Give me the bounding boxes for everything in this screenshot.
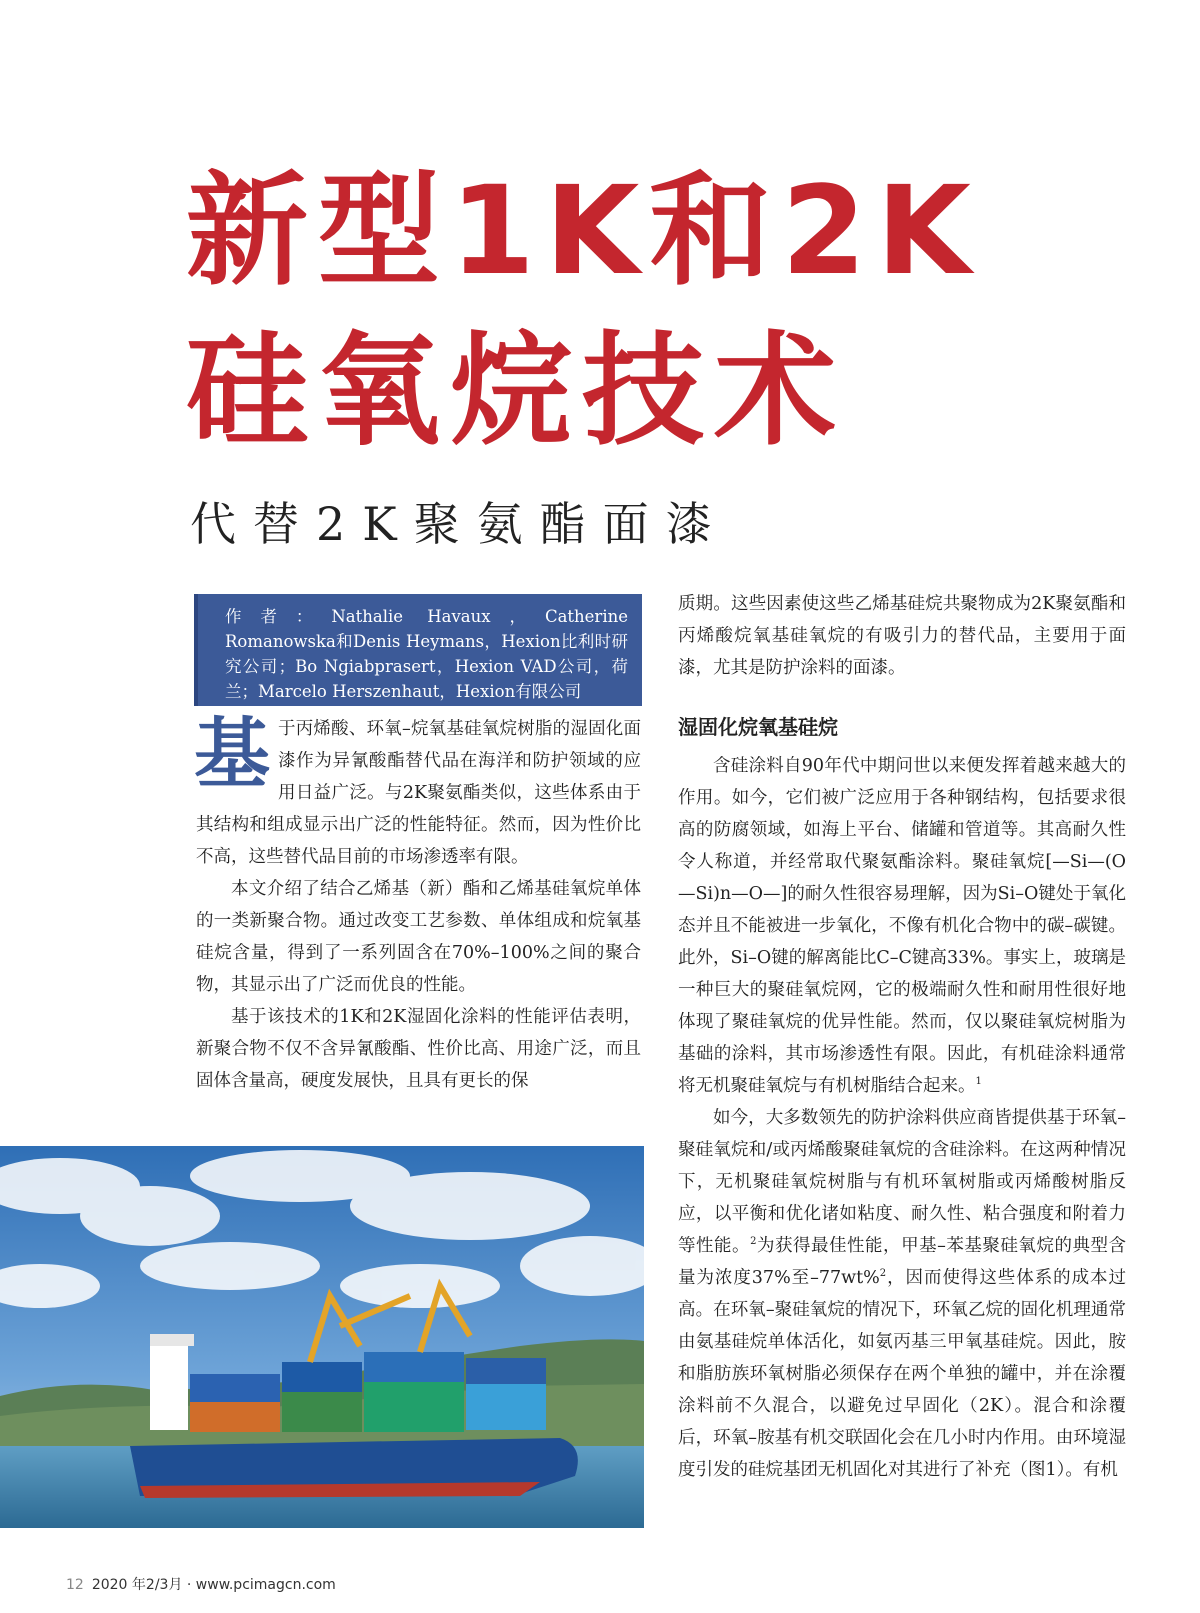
footer-text: 2020 年2/3月 · www.pcimagcn.com bbox=[91, 1577, 336, 1593]
drop-cap: 基 bbox=[194, 709, 270, 798]
right-column bbox=[678, 588, 1126, 1486]
intro-text: 于丙烯酸、环氧–烷氧基硅氧烷树脂的湿固化面漆作为异氰酸酯替代品在海洋和防护领域的应用日益广泛。与2K聚氨酯类似，这些体系由于其结构和组成显示出广泛的性能特征。然而，因为性价比不高，这些替代品目前的市场渗透率有限。 bbox=[196, 719, 641, 867]
section-paragraph-2-text-b: 为获得最佳性能，甲基–苯基聚硅氧烷的典型含量为浓度37%至–77wt% bbox=[678, 1236, 1127, 1288]
left-column bbox=[194, 709, 641, 1097]
title-line-2: 硅氧烷技术 bbox=[186, 320, 846, 462]
paragraph-3: 基于该技术的1K和2K湿固化涂料的性能评估表明，新聚合物不仅不含异氰酸酯、性价比高、用途广泛，而且固体含量高，硬度发展快，且具有更长的保 bbox=[196, 1007, 641, 1091]
section-paragraph-1-text: 含硅涂料自90年代中期问世以来便发挥着越来越大的作用。如今，它们被广泛应用于各种钢结构，包括要求很高的防腐领域，如海上平台、储罐和管道等。其高耐久性令人称道，并经常取代聚氨酯涂料。聚硅氧烷[—Si—(O—Si)n—O—]的耐久性很容易理解，因为Si–O键处于氧化态并且不能被进一步氧化，不像有机化合物中的碳–碳键。此外，Si–O键的解离能比C–C键高33%。事实上，玻璃是一种巨大的聚硅氧烷网，它的极端耐久性和耐用性很好地体现了聚硅氧烷的优异性能。然而，仅以聚硅氧烷树脂为基础的涂料，其市场渗透性有限。因此，有机硅涂料通常将无机聚硅氧烷与有机树脂结合起来。 bbox=[678, 756, 1126, 1096]
section-paragraph-1 bbox=[678, 750, 1126, 1102]
intro-paragraph bbox=[194, 709, 641, 873]
citation-2a: 2 bbox=[750, 1236, 757, 1248]
section-paragraph-2 bbox=[678, 1102, 1126, 1486]
section-heading: 湿固化烷氧基硅烷 bbox=[678, 715, 838, 739]
paragraph-2: 本文介绍了结合乙烯基（新）酯和乙烯基硅氧烷单体的一类新聚合物。通过改变工艺参数、单体组成和烷氧基硅烷含量，得到了一系列固含在70%–100%之间的聚合物，其显示出了广泛而优良的性能。 bbox=[196, 879, 641, 995]
author-box: 作者：Nathalie Havaux，Catherine Romanowska和Denis Heymans，Hexion比利时研究公司；Bo Ngiabprasert，Hexion VAD公司，荷兰；Marcelo Herszenhaut，Hexion有限公司 bbox=[194, 594, 642, 706]
continued-paragraph: 质期。这些因素使这些乙烯基硅烷共聚物成为2K聚氨酯和丙烯酸烷氧基硅氧烷的有吸引力的替代品，主要用于面漆，尤其是防护涂料的面漆。 bbox=[678, 594, 1126, 678]
page-footer bbox=[66, 1574, 336, 1594]
page-number: 12 bbox=[66, 1577, 84, 1593]
subtitle: 代替2K聚氨酯面漆 bbox=[190, 497, 729, 551]
section-paragraph-2-text-c: ，因而使得这些体系的成本过高。在环氧–聚硅氧烷的情况下，环氧乙烷的固化机理通常由氨基硅烷单体活化，如氨丙基三甲氧基硅烷。因此，胺和脂肪族环氧树脂必须保存在两个单独的罐中，并在涂覆涂料前不久混合，以避免过早固化（2K）。混合和涂覆后，环氧–胺基有机交联固化会在几小时内作用。由环境湿度引发的硅烷基团无机固化对其进行了补充（图1）。有机 bbox=[678, 1268, 1126, 1480]
section-paragraph-2-text-a: 如今，大多数领先的防护涂料供应商皆提供基于环氧–聚硅氧烷和/或丙烯酸聚硅氧烷的含硅涂料。在这两种情况下，无机聚硅氧烷树脂与有机环氧树脂或丙烯酸树脂反应，以平衡和优化诸如粘度、耐久性、粘合强度和附着力等性能。 bbox=[678, 1108, 1126, 1256]
citation-1: 1 bbox=[975, 1076, 982, 1088]
citation-2b: 2 bbox=[879, 1268, 887, 1280]
title-line-1: 新型1K和2K bbox=[186, 160, 981, 302]
container-ship-photo bbox=[0, 1146, 644, 1528]
